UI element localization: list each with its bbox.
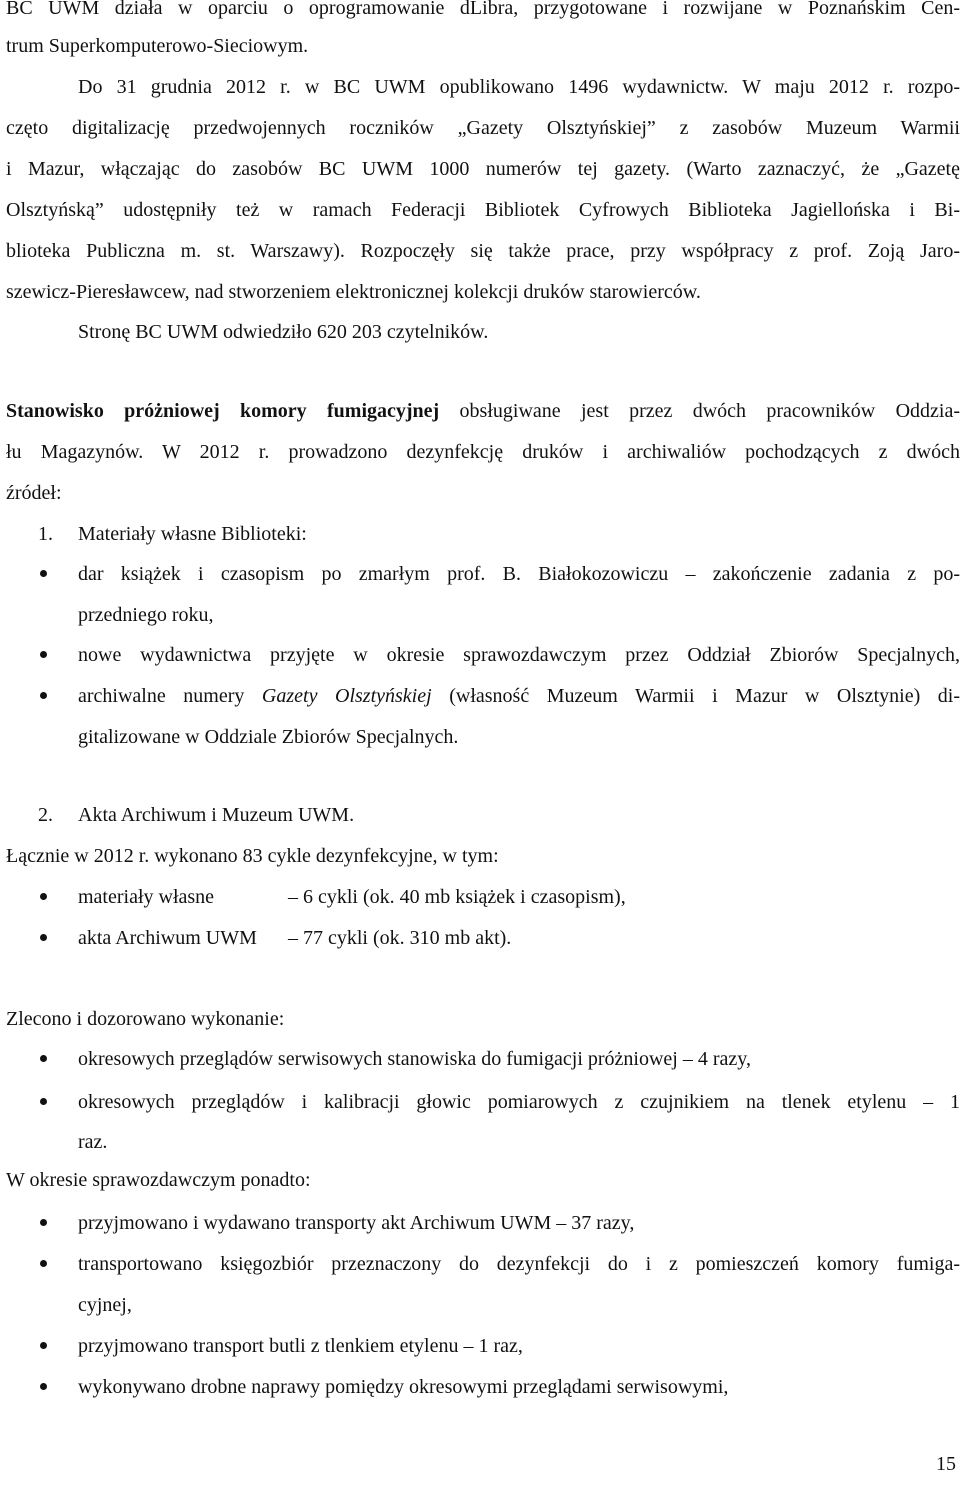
text-span: (własność Muzeum Warmii i Mazur w Olsztynie) di- — [431, 685, 960, 707]
paragraph-line: Olsztyńską” udostępniły też w ramach Federacji Bibliotek Cyfrowych Biblioteka Jagiellońska i Bi- — [6, 199, 960, 221]
paragraph-line: łu Magazynów. W 2012 r. prowadzono dezynfekcję druków i archiwaliów pochodzących z dwóch — [6, 441, 960, 463]
paragraph-line: Łącznie w 2012 r. wykonano 83 cykle dezynfekcyjne, w tym: — [6, 845, 499, 867]
bullet-icon — [40, 570, 47, 577]
totals-row-value: – 6 cykli (ok. 40 mb książek i czasopism), — [288, 886, 626, 908]
totals-row-label: akta Archiwum UWM — [78, 927, 257, 949]
list-item: transportowano księgozbiór przeznaczony do dezynfekcji do i z pomieszczeń komory fumiga- — [78, 1253, 960, 1275]
list-item: okresowych przeglądów i kalibracji głowic pomiarowych z czujnikiem na tlenek etylenu – 1 — [78, 1091, 960, 1113]
italic-title: Gazety Olsztyńskiej — [261, 685, 432, 707]
paragraph-line: Zlecono i dozorowano wykonanie: — [6, 1008, 285, 1030]
bullet-icon — [40, 934, 47, 941]
list-item-continuation: raz. — [78, 1131, 108, 1153]
paragraph-line: Do 31 grudnia 2012 r. w BC UWM opublikowano 1496 wydawnictw. W maju 2012 r. rozpo- — [78, 76, 960, 98]
paragraph-line: Stronę BC UWM odwiedziło 620 203 czytelników. — [78, 321, 489, 343]
paragraph-line: trum Superkomputerowo-Sieciowym. — [6, 35, 309, 57]
bullet-icon — [40, 692, 47, 699]
totals-row-value: – 77 cykli (ok. 310 mb akt). — [288, 927, 512, 949]
bullet-icon — [40, 1219, 47, 1226]
list-item: wykonywano drobne naprawy pomiędzy okresowymi przeglądami serwisowymi, — [78, 1376, 729, 1398]
list-item-continuation: cyjnej, — [78, 1294, 132, 1316]
bullet-icon — [40, 1342, 47, 1349]
paragraph-line: BC UWM działa w oparciu o oprogramowanie dLibra, przygotowane i rozwijane w Poznańskim Cen- — [6, 0, 960, 19]
paragraph-line: częto digitalizację przedwojennych roczników „Gazety Olsztyńskiej” z zasobów Muzeum Warmii — [6, 117, 960, 139]
totals-row-label: materiały własne — [78, 886, 215, 908]
bullet-icon — [40, 651, 47, 658]
paragraph-line: szewicz-Pieresławcew, nad stworzeniem elektronicznej kolekcji druków starowierców. — [6, 281, 701, 303]
list-number: 2. — [38, 804, 53, 826]
page-number: 15 — [936, 1453, 956, 1475]
bullet-icon — [40, 893, 47, 900]
bullet-icon — [40, 1098, 47, 1105]
list-item: nowe wydawnictwa przyjęte w okresie sprawozdawczym przez Oddział Zbiorów Specjalnych, — [78, 644, 960, 666]
list-item — [78, 682, 960, 710]
bullet-icon — [40, 1383, 47, 1390]
paragraph-line: W okresie sprawozdawczym ponadto: — [6, 1169, 311, 1191]
paragraph-line — [6, 397, 960, 425]
list-item: przyjmowano transport butli z tlenkiem etylenu – 1 raz, — [78, 1335, 523, 1357]
list-title: Akta Archiwum i Muzeum UWM. — [78, 804, 355, 826]
list-item: okresowych przeglądów serwisowych stanowiska do fumigacji próżniowej – 4 razy, — [78, 1048, 751, 1070]
list-item: dar książek i czasopism po zmarłym prof. B. Białokozowiczu – zakończenie zadania z po- — [78, 563, 960, 585]
paragraph-line: źródeł: — [6, 482, 62, 504]
paragraph-line: i Mazur, włączając do zasobów BC UWM 1000 numerów tej gazety. (Warto zaznaczyć, że „Gazetę — [6, 158, 960, 180]
bullet-icon — [40, 1260, 47, 1267]
text-span: obsługiwane jest przez dwóch pracowników Oddzia- — [439, 400, 960, 422]
paragraph-line: blioteka Publiczna m. st. Warszawy). Rozpoczęły się także prace, przy współpracy z prof. Zoją Jaro- — [6, 240, 960, 262]
list-item: przyjmowano i wydawano transporty akt Archiwum UWM – 37 razy, — [78, 1212, 635, 1234]
bold-phrase: Stanowisko próżniowej komory fumigacyjnej — [6, 400, 440, 422]
text-span: archiwalne numery — [78, 685, 262, 707]
list-number: 1. — [38, 523, 53, 545]
bullet-icon — [40, 1055, 47, 1062]
list-item-continuation: gitalizowane w Oddziale Zbiorów Specjalnych. — [78, 726, 459, 748]
list-item-continuation: przedniego roku, — [78, 604, 214, 626]
list-title: Materiały własne Biblioteki: — [78, 523, 307, 545]
